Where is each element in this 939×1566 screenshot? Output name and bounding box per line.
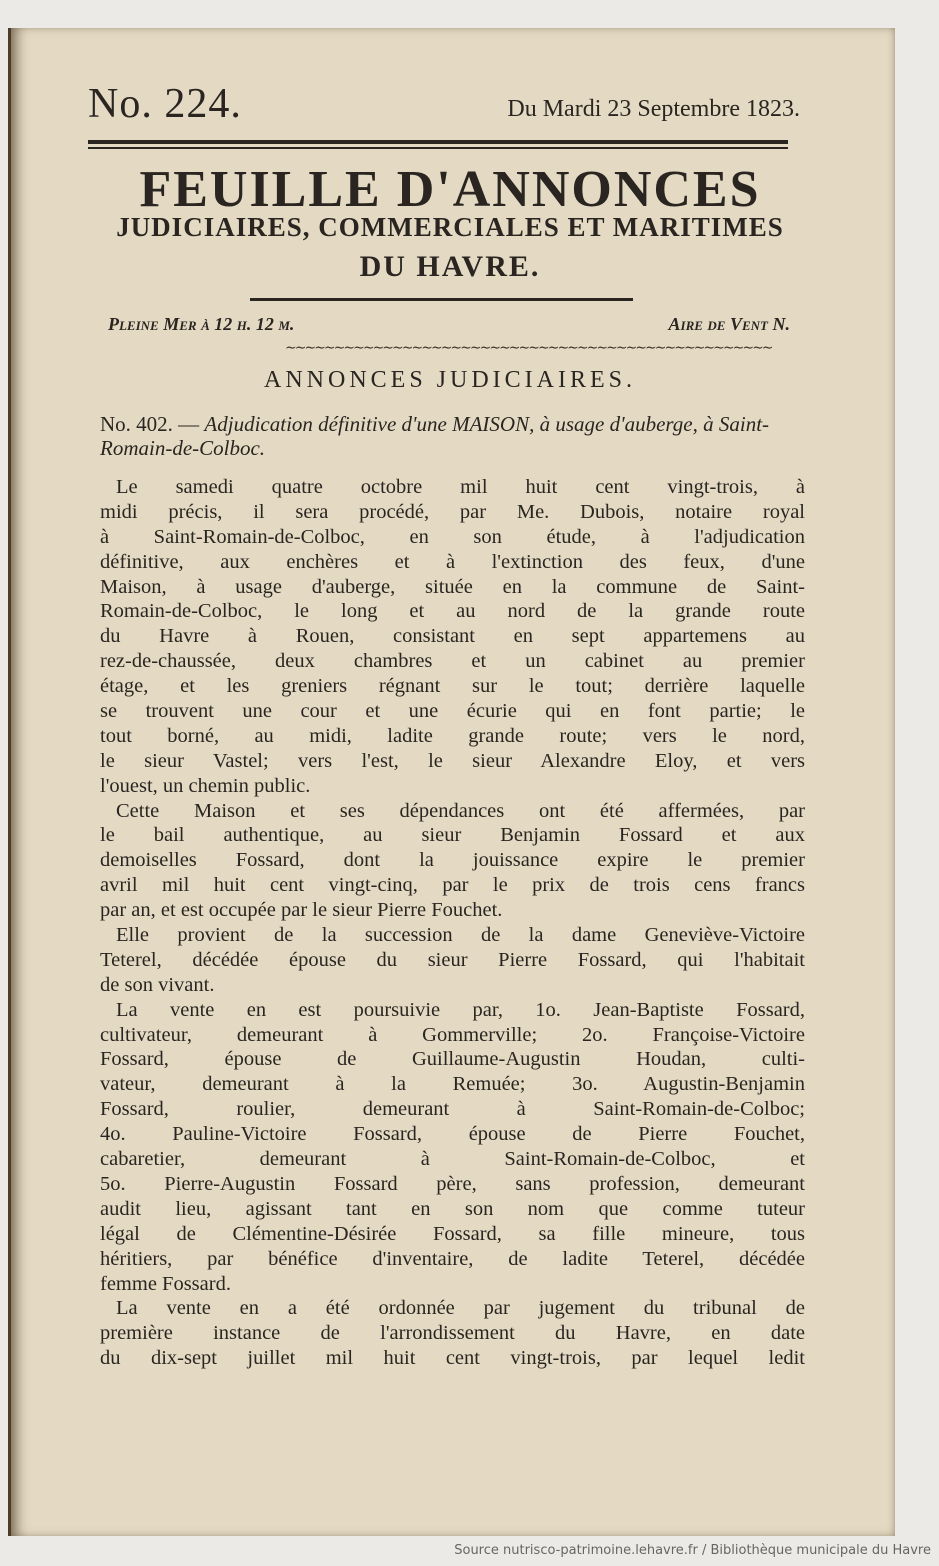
announcement-heading xyxy=(100,412,800,460)
text-line: Romain-de-Colboc, le long et au nord de la grande route xyxy=(100,600,805,623)
wind-info: Aire de Vent N. xyxy=(668,314,790,334)
text-line: Teterel, décédée épouse du sieur Pierre Fossard, qui l'habitait xyxy=(100,948,805,971)
text-line: La vente en a été ordonnée par jugement du tribunal de xyxy=(116,1297,805,1320)
text-line: Maison, à usage d'auberge, située en la commune de Saint- xyxy=(100,575,805,598)
text-line: midi précis, il sera procédé, par Me. Dubois, notaire royal xyxy=(100,500,805,523)
text-line: le bail authentique, au sieur Benjamin Fossard et aux xyxy=(100,824,805,847)
text-line: héritiers, par bénéfice d'inventaire, de ladite Teterel, décédée xyxy=(100,1247,805,1270)
text-line: 5o. Pierre-Augustin Fossard père, sans profession, demeurant xyxy=(100,1172,805,1195)
text-line: Fossard, roulier, demeurant à Saint-Romain-de-Colboc; xyxy=(100,1098,805,1121)
text-line: La vente en est poursuivie par, 1o. Jean-Baptiste Fossard, xyxy=(116,998,805,1021)
newspaper-subtitle: JUDICIAIRES, COMMERCIALES ET MARITIMES xyxy=(116,212,784,242)
text-line: à Saint-Romain-de-Colboc, en son étude, à l'adjudication xyxy=(100,525,805,548)
text-line: Le samedi quatre octobre mil huit cent vingt-trois, à xyxy=(116,476,805,498)
source-credit: Source nutrisco-patrimoine.lehavre.fr / Bibliothèque municipale du Havre xyxy=(454,1543,931,1558)
text-line: avril mil huit cent vingt-cinq, par le prix de trois cens francs xyxy=(100,874,805,897)
text-line: se trouvent une cour et une écurie qui en font partie; le xyxy=(100,700,805,723)
double-rule xyxy=(88,140,788,144)
text-line: par an, et est occupée par le sieur Pierre Fouchet. xyxy=(100,899,503,922)
text-line: Elle provient de la succession de la dame Geneviève-Victoire xyxy=(116,924,805,947)
newspaper-subtitle-city: DU HAVRE. xyxy=(359,250,541,283)
text-line: le sieur Vastel; vers l'est, le sieur Alexandre Eloy, et vers xyxy=(100,749,805,772)
double-rule-thin xyxy=(88,147,788,149)
text-line: Cette Maison et ses dépendances ont été affermées, par xyxy=(116,799,805,822)
text-line: demoiselles Fossard, dont la jouissance expire le premier xyxy=(100,849,805,872)
issue-date: Du Mardi 23 Septembre 1823. xyxy=(507,96,800,122)
text-line: 4o. Pauline-Victoire Fossard, épouse de Pierre Fouchet, xyxy=(100,1123,805,1146)
text-line: du Havre à Rouen, consistant en sept appartemens au xyxy=(100,625,805,648)
text-line: légal de Clémentine-Désirée Fossard, sa fille mineure, tous xyxy=(100,1222,805,1245)
wavy-divider: ∼∼∼∼∼∼∼∼∼∼∼∼∼∼∼∼∼∼∼∼∼∼∼∼∼∼∼∼∼∼∼∼∼∼∼∼∼∼∼∼∼∼∼∼∼∼∼∼∼∼ xyxy=(285,341,772,356)
text-line: l'ouest, un chemin public. xyxy=(100,774,311,797)
issue-number: No. 224. xyxy=(88,81,242,127)
section-title: ANNONCES JUDICIAIRES. xyxy=(263,367,636,393)
text-line: du dix-sept juillet mil huit cent vingt-trois, par lequel ledit xyxy=(100,1347,805,1370)
text-line: cabaretier, demeurant à Saint-Romain-de-Colboc, et xyxy=(100,1148,805,1171)
text-line: première instance de l'arrondissement du Havre, en date xyxy=(100,1322,805,1345)
text-line: définitive, aux enchères et à l'extinction des feux, d'une xyxy=(100,550,805,573)
announcement-number: No. 402. — xyxy=(100,412,200,436)
tide-info: Pleine Mer à 12 h. 12 m. xyxy=(108,314,295,334)
announcement-body xyxy=(100,475,805,1371)
text-line: audit lieu, agissant tant en son nom que comme tuteur xyxy=(100,1197,805,1220)
text-line: étage, et les greniers régnant sur le tout; derrière laquelle xyxy=(100,675,805,698)
announcement-title: Adjudication définitive d'une MAISON, à usage d'auberge, à Saint-Romain-de-Colboc. xyxy=(100,412,770,460)
text-line: Fossard, épouse de Guillaume-Augustin Houdan, culti- xyxy=(100,1048,805,1071)
text-line: cultivateur, demeurant à Gommerville; 2o. Françoise-Victoire xyxy=(100,1023,805,1046)
text-line: vateur, demeurant à la Remuée; 3o. Augustin-Benjamin xyxy=(100,1073,805,1096)
title-rule xyxy=(250,298,633,301)
text-line: femme Fossard. xyxy=(100,1272,231,1295)
text-line: de son vivant. xyxy=(100,973,215,996)
text-line: rez-de-chaussée, deux chambres et un cabinet au premier xyxy=(100,650,805,673)
text-line: tout borné, au midi, ladite grande route; vers le nord, xyxy=(100,724,805,747)
newspaper-title: FEUILLE D'ANNONCES xyxy=(139,161,761,218)
